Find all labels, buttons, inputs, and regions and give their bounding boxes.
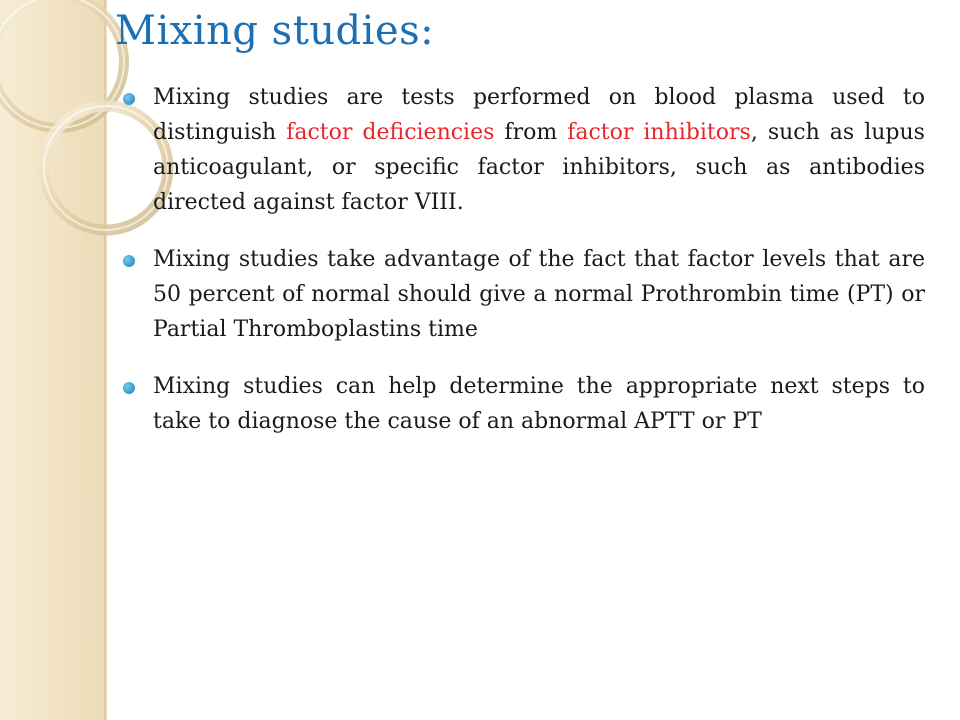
slide-title: Mixing studies: [115, 8, 435, 54]
bullet-text-segment: , such as lupus anticoagulant, or specific factor inhibitors, such as antibodies directed against factor VIII. [153, 120, 925, 215]
side-decoration-band [0, 0, 104, 720]
bullet-text [153, 80, 925, 220]
bullet-item [120, 242, 925, 347]
highlighted-term: factor inhibitors [567, 120, 751, 145]
bullet-marker-icon [123, 93, 135, 105]
bullet-text-segment: Mixing studies can help determine the appropriate next steps to take to diagnose the cause of an abnormal APTT or PT [153, 374, 925, 434]
bullet-list [120, 80, 925, 461]
bullet-text-segment: Mixing studies are tests performed on blood plasma used to distinguish [153, 85, 925, 145]
highlighted-term: factor deficiencies [286, 120, 495, 145]
side-band-edge [104, 0, 107, 720]
bullet-marker-icon [123, 382, 135, 394]
bullet-item [120, 80, 925, 220]
bullet-text-segment: Mixing studies take advantage of the fact that factor levels that are 50 percent of normal should give a normal Prothrombin time (PT) or Partial Thromboplastins time [153, 247, 925, 342]
bullet-text-segment: from [494, 120, 568, 145]
bullet-item [120, 369, 925, 439]
bullet-marker-icon [123, 255, 135, 267]
bullet-text [153, 369, 925, 439]
bullet-text [153, 242, 925, 347]
